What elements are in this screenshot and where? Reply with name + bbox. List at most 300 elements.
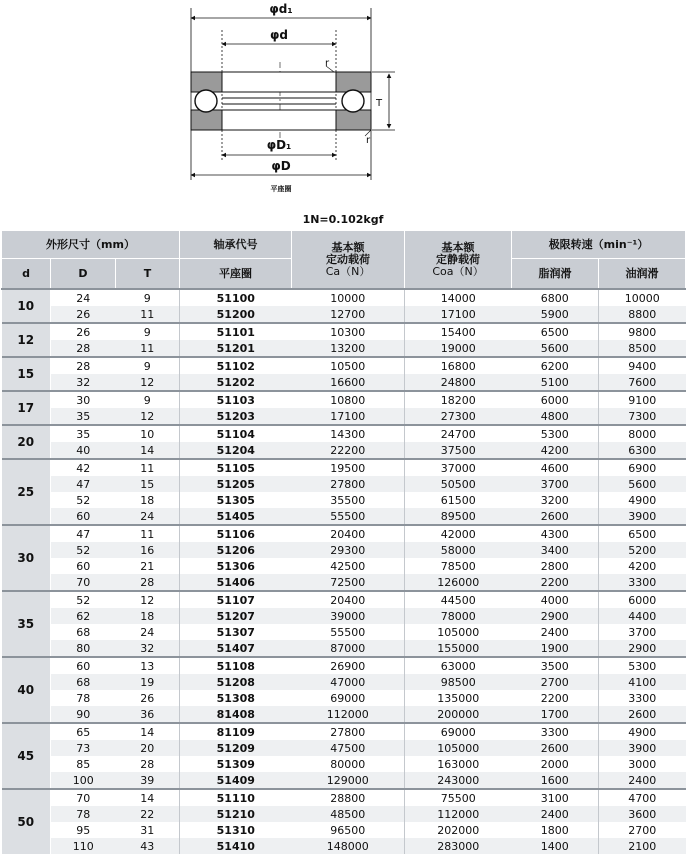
cell-speed-oil: 3900 <box>599 740 686 756</box>
header-dynamic-load <box>292 231 405 290</box>
cell-dynamic-load: 80000 <box>292 756 405 772</box>
cell-speed-oil: 3300 <box>628 691 657 705</box>
cell-static-load: 19000 <box>405 340 512 357</box>
cell-dynamic-load: 10500 <box>292 357 405 374</box>
table-row <box>2 289 686 306</box>
cell-bearing-code: 51405 <box>180 508 292 525</box>
cell-D: 40 <box>51 442 116 459</box>
cell-T: 14 <box>116 442 180 459</box>
cell-speed-oil: 6000 <box>628 593 657 607</box>
cell-D: 42 <box>76 461 91 475</box>
cell-bearing-code: 81109 <box>216 725 255 739</box>
cell-speed-grease: 2400 <box>512 624 599 640</box>
header-col-T: T <box>116 259 180 290</box>
size-group <box>2 591 686 657</box>
cell-bearing-code: 51208 <box>180 674 292 690</box>
size-group <box>2 723 686 789</box>
table-row <box>2 756 686 772</box>
header-col-flat-washer: 平座圈 <box>180 259 292 290</box>
cell-T: 36 <box>116 706 180 723</box>
cell-D: 35 <box>51 408 116 425</box>
cell-T: 32 <box>116 640 180 657</box>
cell-T: 12 <box>116 408 180 425</box>
cell-T: 19 <box>116 674 180 690</box>
table-row <box>2 789 686 806</box>
cell-bearing-code: 51407 <box>180 640 292 657</box>
cell-speed-oil: 2400 <box>599 772 686 789</box>
size-group <box>2 357 686 391</box>
cell-bearing-code: 51209 <box>180 740 292 756</box>
header-col-oil: 油润滑 <box>599 259 686 290</box>
cell-static-load: 243000 <box>405 772 512 789</box>
cell-static-load: 135000 <box>437 691 480 705</box>
size-group <box>2 459 686 525</box>
cell-T: 9 <box>116 289 180 306</box>
header-bearing-code: 轴承代号 <box>180 231 292 259</box>
cell-d: 20 <box>2 425 51 459</box>
table-row <box>2 640 686 657</box>
cell-speed-grease: 2400 <box>512 806 599 822</box>
cell-dynamic-load: 55500 <box>292 624 405 640</box>
cell-static-load: 69000 <box>440 725 476 739</box>
label-d1: φd₁ <box>269 2 293 16</box>
cell-bearing-code: 51110 <box>216 791 255 805</box>
cell-speed-grease: 4300 <box>512 525 599 542</box>
table-row <box>2 459 686 476</box>
cell-speed-grease: 5100 <box>512 374 599 391</box>
cell-static-load: 98500 <box>405 674 512 690</box>
cell-T: 26 <box>116 690 180 706</box>
cell-D: 80 <box>51 640 116 657</box>
cell-dynamic-load: 39000 <box>292 608 405 624</box>
cell-speed-oil: 10000 <box>624 291 660 305</box>
cell-dynamic-load: 148000 <box>292 838 405 854</box>
cell-bearing-code: 51310 <box>216 823 255 837</box>
cell-bearing-code: 51308 <box>216 691 255 705</box>
cell-T: 10 <box>116 425 180 442</box>
bearing-spec-table <box>1 230 686 854</box>
header-static-load <box>405 231 512 290</box>
cell-T: 11 <box>116 525 180 542</box>
cell-static-load: 283000 <box>405 838 512 854</box>
cell-D: 52 <box>51 542 116 558</box>
cell-speed-oil: 8800 <box>599 306 686 323</box>
cell-dynamic-load: 22200 <box>292 442 405 459</box>
cell-static-load: 112000 <box>405 806 512 822</box>
cell-D: 60 <box>76 559 91 573</box>
cell-speed-grease: 3400 <box>512 542 599 558</box>
cell-T: 43 <box>116 838 180 854</box>
cell-speed-grease: 3100 <box>512 789 599 806</box>
cell-d: 25 <box>2 459 51 525</box>
cell-bearing-code: 51410 <box>180 838 292 854</box>
cell-D: 26 <box>51 306 116 323</box>
cell-D: 78 <box>51 806 116 822</box>
cell-dynamic-load: 28800 <box>292 789 405 806</box>
cell-T: 20 <box>116 740 180 756</box>
cell-dynamic-load: 14300 <box>292 425 405 442</box>
header-dynamic-load-line1: 基本额 <box>331 240 365 254</box>
cell-d: 15 <box>2 357 51 391</box>
cell-bearing-code: 51201 <box>180 340 292 357</box>
cell-T: 9 <box>116 391 180 408</box>
cell-T: 9 <box>116 323 180 340</box>
cell-d: 40 <box>2 657 51 723</box>
cell-D: 60 <box>76 659 91 673</box>
cell-dynamic-load: 12700 <box>292 306 405 323</box>
cell-speed-grease: 2800 <box>512 558 599 574</box>
cell-speed-oil: 4700 <box>628 791 657 805</box>
cell-speed-grease: 2700 <box>512 674 599 690</box>
cell-speed-grease: 4200 <box>512 442 599 459</box>
cell-D: 95 <box>76 823 91 837</box>
cell-T: 31 <box>116 822 180 838</box>
cell-T: 24 <box>116 508 180 525</box>
cell-speed-oil: 3300 <box>599 574 686 591</box>
cell-bearing-code: 51307 <box>216 625 255 639</box>
cell-T: 28 <box>116 756 180 772</box>
cell-dynamic-load: 112000 <box>292 706 405 723</box>
cell-bearing-code: 51100 <box>216 291 255 305</box>
header-dynamic-load-unit: Ca（N） <box>325 264 371 278</box>
cell-dynamic-load: 55500 <box>292 508 405 525</box>
cell-static-load: 163000 <box>437 757 480 771</box>
cell-D: 78 <box>76 691 91 705</box>
cell-static-load: 126000 <box>405 574 512 591</box>
cell-D: 28 <box>76 359 91 373</box>
cell-static-load: 14000 <box>440 291 476 305</box>
size-group <box>2 657 686 723</box>
cell-T: 18 <box>116 608 180 624</box>
cell-D: 47 <box>51 476 116 492</box>
cell-D: 110 <box>51 838 116 854</box>
cell-dynamic-load: 10000 <box>292 289 405 306</box>
cell-T: 39 <box>116 772 180 789</box>
cell-speed-grease: 2200 <box>512 690 599 706</box>
cell-speed-oil: 5600 <box>599 476 686 492</box>
cell-speed-grease: 6200 <box>512 357 599 374</box>
cell-speed-oil: 6500 <box>628 527 657 541</box>
cell-dynamic-load: 13200 <box>292 340 405 357</box>
header-dynamic-load-line2: 定动载荷 <box>326 252 371 266</box>
cell-bearing-code: 51306 <box>216 559 255 573</box>
cell-speed-oil: 6900 <box>628 461 657 475</box>
label-D: φD <box>271 159 291 173</box>
cell-D: 70 <box>76 791 91 805</box>
ball-left <box>195 90 217 112</box>
cell-bearing-code: 51102 <box>216 359 255 373</box>
header-static-load-line2: 定静载荷 <box>436 252 481 266</box>
cell-speed-grease: 2000 <box>512 756 599 772</box>
cell-dynamic-load: 27800 <box>292 476 405 492</box>
cell-D: 68 <box>76 625 91 639</box>
size-group <box>2 525 686 591</box>
cell-static-load: 42000 <box>440 527 476 541</box>
cell-static-load: 27300 <box>405 408 512 425</box>
cell-speed-oil: 9400 <box>628 359 657 373</box>
cell-bearing-code: 51305 <box>216 493 255 507</box>
cell-D: 62 <box>51 608 116 624</box>
label-r-top: r <box>325 58 330 69</box>
cell-D: 68 <box>51 674 116 690</box>
table-row <box>2 391 686 408</box>
cell-speed-grease: 1600 <box>512 772 599 789</box>
cell-static-load: 202000 <box>437 823 480 837</box>
cell-speed-oil: 2600 <box>599 706 686 723</box>
cell-static-load: 17100 <box>405 306 512 323</box>
cell-static-load: 24800 <box>405 374 512 391</box>
cell-T: 9 <box>116 357 180 374</box>
cell-dynamic-load: 47000 <box>292 674 405 690</box>
cell-speed-oil: 5300 <box>628 659 657 673</box>
table-row <box>2 425 686 442</box>
cell-speed-oil: 4100 <box>599 674 686 690</box>
cell-static-load: 78500 <box>440 559 476 573</box>
cell-dynamic-load: 42500 <box>292 558 405 574</box>
cell-speed-grease: 6500 <box>512 323 599 340</box>
cell-T: 14 <box>116 723 180 740</box>
cell-static-load: 105000 <box>405 740 512 756</box>
cell-T: 12 <box>116 374 180 391</box>
table-row <box>2 772 686 789</box>
table-row <box>2 542 686 558</box>
cell-D: 52 <box>76 493 91 507</box>
cell-static-load: 50500 <box>405 476 512 492</box>
cell-static-load: 89500 <box>405 508 512 525</box>
table-row <box>2 442 686 459</box>
cell-static-load: 18200 <box>440 393 476 407</box>
cell-bearing-code: 51105 <box>216 461 255 475</box>
cell-D: 24 <box>76 291 91 305</box>
header-col-d: d <box>2 259 51 290</box>
cell-d: 45 <box>2 723 51 789</box>
cell-D: 60 <box>51 508 116 525</box>
cell-speed-oil: 2100 <box>599 838 686 854</box>
cell-D: 47 <box>76 527 91 541</box>
size-group <box>2 289 686 323</box>
cell-static-load: 15400 <box>440 325 476 339</box>
cell-speed-grease: 1400 <box>512 838 599 854</box>
cell-d: 17 <box>2 391 51 425</box>
cell-dynamic-load: 20400 <box>292 525 405 542</box>
cell-speed-oil: 4900 <box>628 493 657 507</box>
cell-dynamic-load: 16600 <box>292 374 405 391</box>
table-row <box>2 508 686 525</box>
cell-speed-grease: 3200 <box>512 492 599 508</box>
size-group <box>2 425 686 459</box>
cell-speed-grease: 3300 <box>512 723 599 740</box>
cell-D: 52 <box>76 593 91 607</box>
cell-static-load: 200000 <box>405 706 512 723</box>
cell-bearing-code: 51204 <box>180 442 292 459</box>
table-row <box>2 838 686 854</box>
table-row <box>2 706 686 723</box>
cell-dynamic-load: 72500 <box>292 574 405 591</box>
cell-D: 85 <box>76 757 91 771</box>
cell-bearing-code: 51108 <box>216 659 255 673</box>
cell-static-load: 105000 <box>437 625 480 639</box>
cell-bearing-code: 51207 <box>180 608 292 624</box>
cell-speed-grease: 3500 <box>512 657 599 674</box>
table-row <box>2 323 686 340</box>
cell-speed-oil: 4900 <box>628 725 657 739</box>
cell-bearing-code: 51106 <box>216 527 255 541</box>
label-d: φd <box>270 28 288 42</box>
cell-T: 16 <box>116 542 180 558</box>
header-dims: 外形尺寸（mm） <box>2 231 180 259</box>
cell-dynamic-load: 129000 <box>292 772 405 789</box>
cell-static-load: 37500 <box>405 442 512 459</box>
cell-speed-grease: 1700 <box>512 706 599 723</box>
cell-speed-oil: 7600 <box>599 374 686 391</box>
cell-speed-grease: 5600 <box>512 340 599 357</box>
cell-dynamic-load: 96500 <box>292 822 405 838</box>
table-row <box>2 674 686 690</box>
cell-static-load: 24700 <box>440 427 476 441</box>
table-row <box>2 340 686 357</box>
cell-speed-grease: 1800 <box>512 822 599 838</box>
cell-dynamic-load: 26900 <box>292 657 405 674</box>
header-static-load-unit: Coa（N） <box>432 264 484 278</box>
bearing-diagram <box>0 0 686 205</box>
cell-speed-grease: 6800 <box>512 289 599 306</box>
cell-speed-oil: 3700 <box>628 625 657 639</box>
cell-speed-grease: 2200 <box>512 574 599 591</box>
table-row <box>2 806 686 822</box>
cell-speed-oil: 3900 <box>599 508 686 525</box>
cell-bearing-code: 51406 <box>180 574 292 591</box>
table-row <box>2 476 686 492</box>
cell-bearing-code: 51103 <box>216 393 255 407</box>
cell-D: 90 <box>51 706 116 723</box>
cell-dynamic-load: 29300 <box>292 542 405 558</box>
cell-static-load: 78000 <box>405 608 512 624</box>
table-row <box>2 591 686 608</box>
cell-dynamic-load: 19500 <box>292 459 405 476</box>
cell-dynamic-load: 47500 <box>292 740 405 756</box>
cell-d: 50 <box>2 789 51 854</box>
cell-d: 12 <box>2 323 51 357</box>
cell-T: 12 <box>116 591 180 608</box>
diagram-caption: 平座圈 <box>270 185 292 193</box>
cell-dynamic-load: 10800 <box>292 391 405 408</box>
cell-speed-oil: 9800 <box>628 325 657 339</box>
header-col-grease: 脂润滑 <box>512 259 599 290</box>
cell-T: 13 <box>116 657 180 674</box>
cell-bearing-code: 51202 <box>180 374 292 391</box>
cell-T: 28 <box>116 574 180 591</box>
cell-speed-oil: 2700 <box>628 823 657 837</box>
cell-bearing-code: 51203 <box>180 408 292 425</box>
cell-dynamic-load: 87000 <box>292 640 405 657</box>
cell-T: 11 <box>116 306 180 323</box>
cell-T: 11 <box>116 459 180 476</box>
cell-static-load: 44500 <box>440 593 476 607</box>
cell-d: 35 <box>2 591 51 657</box>
cell-D: 35 <box>76 427 91 441</box>
cell-static-load: 61500 <box>440 493 476 507</box>
cell-bearing-code: 51104 <box>216 427 255 441</box>
cell-speed-grease: 4000 <box>512 591 599 608</box>
cell-speed-grease: 4800 <box>512 408 599 425</box>
cell-static-load: 16800 <box>440 359 476 373</box>
table-row <box>2 608 686 624</box>
cell-speed-oil: 5200 <box>599 542 686 558</box>
header-col-D: D <box>51 259 116 290</box>
cell-T: 15 <box>116 476 180 492</box>
cell-dynamic-load: 35500 <box>292 492 405 508</box>
cell-D: 28 <box>51 340 116 357</box>
cell-static-load: 58000 <box>405 542 512 558</box>
cell-dynamic-load: 27800 <box>292 723 405 740</box>
cell-static-load: 75500 <box>440 791 476 805</box>
cell-bearing-code: 51205 <box>180 476 292 492</box>
table-row <box>2 492 686 508</box>
cell-speed-oil: 4400 <box>599 608 686 624</box>
cell-speed-grease: 5900 <box>512 306 599 323</box>
cell-speed-grease: 2600 <box>512 508 599 525</box>
cell-D: 26 <box>76 325 91 339</box>
cell-speed-oil: 7300 <box>599 408 686 425</box>
cell-dynamic-load: 10300 <box>292 323 405 340</box>
cell-T: 21 <box>116 558 180 574</box>
cell-speed-grease: 2900 <box>512 608 599 624</box>
cell-speed-grease: 6000 <box>512 391 599 408</box>
cell-D: 70 <box>51 574 116 591</box>
cell-speed-grease: 3700 <box>512 476 599 492</box>
cell-speed-oil: 6300 <box>599 442 686 459</box>
table-row <box>2 374 686 391</box>
cell-static-load: 37000 <box>440 461 476 475</box>
cell-speed-oil: 8000 <box>628 427 657 441</box>
size-group <box>2 323 686 357</box>
table-row <box>2 306 686 323</box>
cell-D: 32 <box>51 374 116 391</box>
cell-bearing-code: 51309 <box>216 757 255 771</box>
cell-speed-oil: 2900 <box>599 640 686 657</box>
cell-bearing-code: 81408 <box>180 706 292 723</box>
table-row <box>2 525 686 542</box>
cell-dynamic-load: 48500 <box>292 806 405 822</box>
cell-speed-oil: 4200 <box>628 559 657 573</box>
header-static-load-line1: 基本额 <box>441 240 475 254</box>
cell-speed-grease: 5300 <box>512 425 599 442</box>
cell-speed-oil: 8500 <box>599 340 686 357</box>
cell-T: 24 <box>116 624 180 640</box>
table-row <box>2 574 686 591</box>
cell-dynamic-load: 20400 <box>292 591 405 608</box>
cell-speed-oil: 9100 <box>628 393 657 407</box>
size-group <box>2 789 686 854</box>
table-row <box>2 657 686 674</box>
cell-dynamic-load: 17100 <box>292 408 405 425</box>
table-row <box>2 408 686 425</box>
cell-static-load: 155000 <box>405 640 512 657</box>
cell-speed-grease: 4600 <box>512 459 599 476</box>
cell-d: 30 <box>2 525 51 591</box>
label-r-right: r <box>366 135 371 146</box>
table-row <box>2 690 686 706</box>
ball-right <box>342 90 364 112</box>
cell-static-load: 63000 <box>440 659 476 673</box>
cell-bearing-code: 51101 <box>216 325 255 339</box>
cell-speed-oil: 3600 <box>599 806 686 822</box>
table-row <box>2 558 686 574</box>
header-speed-limit: 极限转速（min⁻¹） <box>512 231 686 259</box>
cell-dynamic-load: 69000 <box>292 690 405 706</box>
cell-D: 30 <box>76 393 91 407</box>
cell-D: 73 <box>51 740 116 756</box>
